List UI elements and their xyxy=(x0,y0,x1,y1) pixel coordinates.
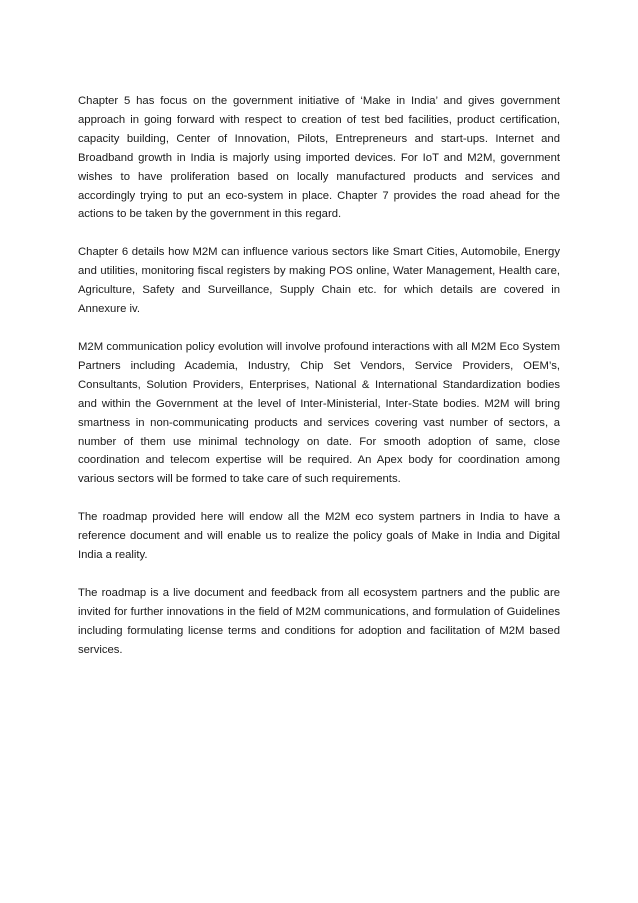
paragraph-chapter-6: Chapter 6 details how M2M can influence various sectors like Smart Cities, Automobile, Energy and utilities, monitoring fiscal registers by making POS online, Water Management, Health care, Agriculture, Safety and Surveillance, Supply Chain etc. for which details are covered in Annexure iv. xyxy=(78,246,560,316)
paragraph-roadmap-reference: The roadmap provided here will endow all the M2M eco system partners in India to have a reference document and will enable us to realize the policy goals of Make in India and Digital India a reality. xyxy=(78,511,560,562)
document-body xyxy=(78,92,560,679)
paragraph-policy-evolution: M2M communication policy evolution will involve profound interactions with all M2M Eco System Partners including Academia, Industry, Chip Set Vendors, Service Providers, OEM’s, Consultants, Solution Providers, Enterprises, National & International Standardization bodies and within the Government at the level of Inter-Ministerial, Inter-State bodies. M2M will bring smartness in non-communicating products and services covering vast number of sectors, a number of them use minimal technology on date. For smooth adoption of same, close coordination and telecom expertise will be required. An Apex body for coordination among various sectors will be formed to take care of such requirements. xyxy=(78,340,560,486)
paragraph-roadmap-feedback: The roadmap is a live document and feedback from all ecosystem partners and the public are invited for further innovations in the field of M2M communications, and formulation of Guidelines including formulating license terms and conditions for adoption and facilitation of M2M based services. xyxy=(78,586,560,656)
paragraph-chapter-5: Chapter 5 has focus on the government initiative of ‘Make in India’ and gives government approach in going forward with respect to creation of test bed facilities, product certification, capacity building, Center of Innovation, Pilots, Entrepreneurs and start-ups. Internet and Broadband growth in India is majorly using imported devices. For IoT and M2M, government wishes to have proliferation based on locally manufactured products and services and accordingly trying to put an eco-system in place. Chapter 7 provides the road ahead for the actions to be taken by the government in this regard. xyxy=(78,95,560,221)
